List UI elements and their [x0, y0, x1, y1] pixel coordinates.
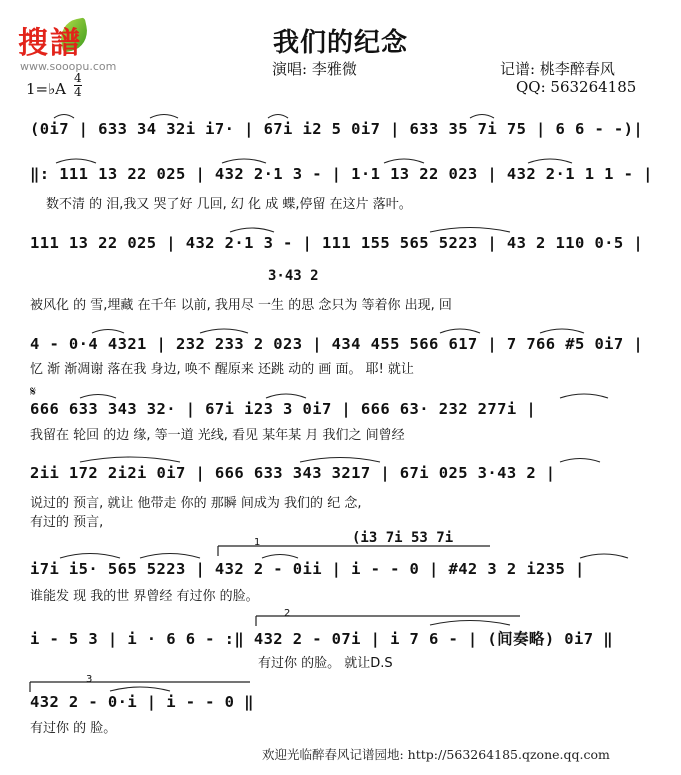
song-title: 我们的纪念	[272, 28, 408, 58]
logo-url: www.sooopu.com	[20, 60, 117, 73]
logo-text: 搜譜	[18, 26, 82, 61]
slur-arc	[60, 554, 120, 559]
slur-arc	[222, 159, 266, 163]
slur-arc	[430, 228, 510, 233]
slur-arc	[470, 115, 494, 119]
slur-arc	[110, 687, 170, 691]
score-row-3: 111 13 22 025 | 432 2·1 3 - | 111 155 565 5223 | 43 2 110 0·5 |	[30, 234, 644, 252]
lyric-row-7: 谁能发 现 我的世 界曾经 有过你 的脸。	[30, 589, 259, 604]
qq-number: QQ: 563264185	[516, 78, 637, 96]
lyric-row-2: 数不清 的 泪,我又 哭了好 几回, 幻 化 成 蝶,停留 在这片 落叶。	[46, 197, 412, 212]
lyric-row-5: 我留在 轮回 的边 缘, 等一道 光线, 看见 某年某 月 我们之 间曾经	[30, 428, 405, 443]
slur-arc	[266, 394, 306, 398]
volta-1: 1	[254, 537, 261, 548]
time-signature-bottom: 4	[74, 85, 82, 99]
lyric-row-4: 忆 渐 渐凋谢 落在我 身边, 唤不 醒原来 还跳 动的 画 面。 耶! 就让	[30, 362, 414, 377]
slur-arc	[384, 159, 424, 163]
lyric-row-8: 有过你 的脸。 就让D.S	[258, 656, 393, 671]
singer: 演唱: 李雅微	[272, 60, 357, 78]
slur-arc	[560, 459, 600, 463]
slur-arc	[200, 329, 248, 333]
score-row-1: (0i7 | 633 34 32i i7· | 67i i2 5 0i7 | 633 35 7i 75 | 6 6 - -)|	[30, 120, 644, 138]
slur-arc	[262, 555, 298, 559]
lyric-row-3: 被风化 的 雪,埋藏 在千年 以前, 我用尽 一生 的思 念只为 等着你 出现, 回	[30, 298, 452, 313]
slur-arc	[80, 457, 180, 462]
slur-arc	[430, 621, 510, 626]
slur-arc	[268, 115, 288, 119]
slur-arc	[140, 554, 200, 559]
slur-arc	[56, 159, 96, 163]
lyric-row-6-second: 有过的 预言,	[30, 515, 104, 530]
transcriber: 记谱: 桃李醉春风	[500, 60, 615, 78]
lyric-row-9: 有过你 的 脸。	[30, 721, 117, 736]
slur-arc	[92, 330, 124, 334]
score-row-2: ‖: 111 13 22 025 | 432 2·1 3 - | 1·1 13 22 023 | 432 2·1 1 1 - |	[30, 165, 653, 183]
lyric-row-6: 说过的 预言, 就让 他带走 你的 那瞬 间成为 我们的 纪 念,	[30, 496, 362, 511]
volta-3: 3	[86, 674, 93, 685]
score-row-7: i7i i5· 565 5223 | 432 2 - 0ii | i - - 0 | #42 3 2 i235 |	[30, 560, 585, 578]
slur-arc	[560, 394, 608, 398]
slur-arc	[440, 329, 480, 333]
slur-arc	[300, 458, 380, 463]
slur-arc	[230, 228, 274, 232]
slur-arc	[540, 329, 584, 333]
slur-arc	[528, 159, 572, 163]
score-row-8: i - 5 3 | i · 6 6 - :‖ 432 2 - 07i | i 7 6 - | (间奏略) 0i7 ‖	[30, 630, 613, 648]
volta-2: 2	[284, 608, 291, 619]
score-row-9: 432 2 - 0·i | i - - 0 ‖	[30, 693, 254, 711]
key-signature: 1=♭A	[26, 80, 67, 98]
time-signature-top: 4	[74, 71, 82, 85]
slur-arc	[150, 115, 178, 119]
score-row-4: 4 - 0·4 4321 | 232 233 2 023 | 434 455 566 617 | 7 766 #5 0i7 |	[30, 335, 644, 353]
slur-arc	[80, 395, 116, 399]
paren-notes-row-7: (i3 7i 53 7i	[352, 530, 454, 546]
score-row-6: 2ii 172 2i2i 0i7 | 666 633 343 3217 | 67i 025 3·43 2 |	[30, 464, 556, 482]
segno-sign: 𝄋	[30, 384, 37, 400]
footer-text: 欢迎光临醉春风记谱园地: http://563264185.qzone.qq.com	[262, 747, 610, 762]
slur-arc	[580, 554, 628, 558]
score-row-5: 666 633 343 32· | 67i i23 3 0i7 | 666 63· 232 277i |	[30, 400, 537, 418]
slur-arc	[54, 115, 74, 119]
alt-notes-row-3: 3·43 2	[268, 268, 319, 284]
